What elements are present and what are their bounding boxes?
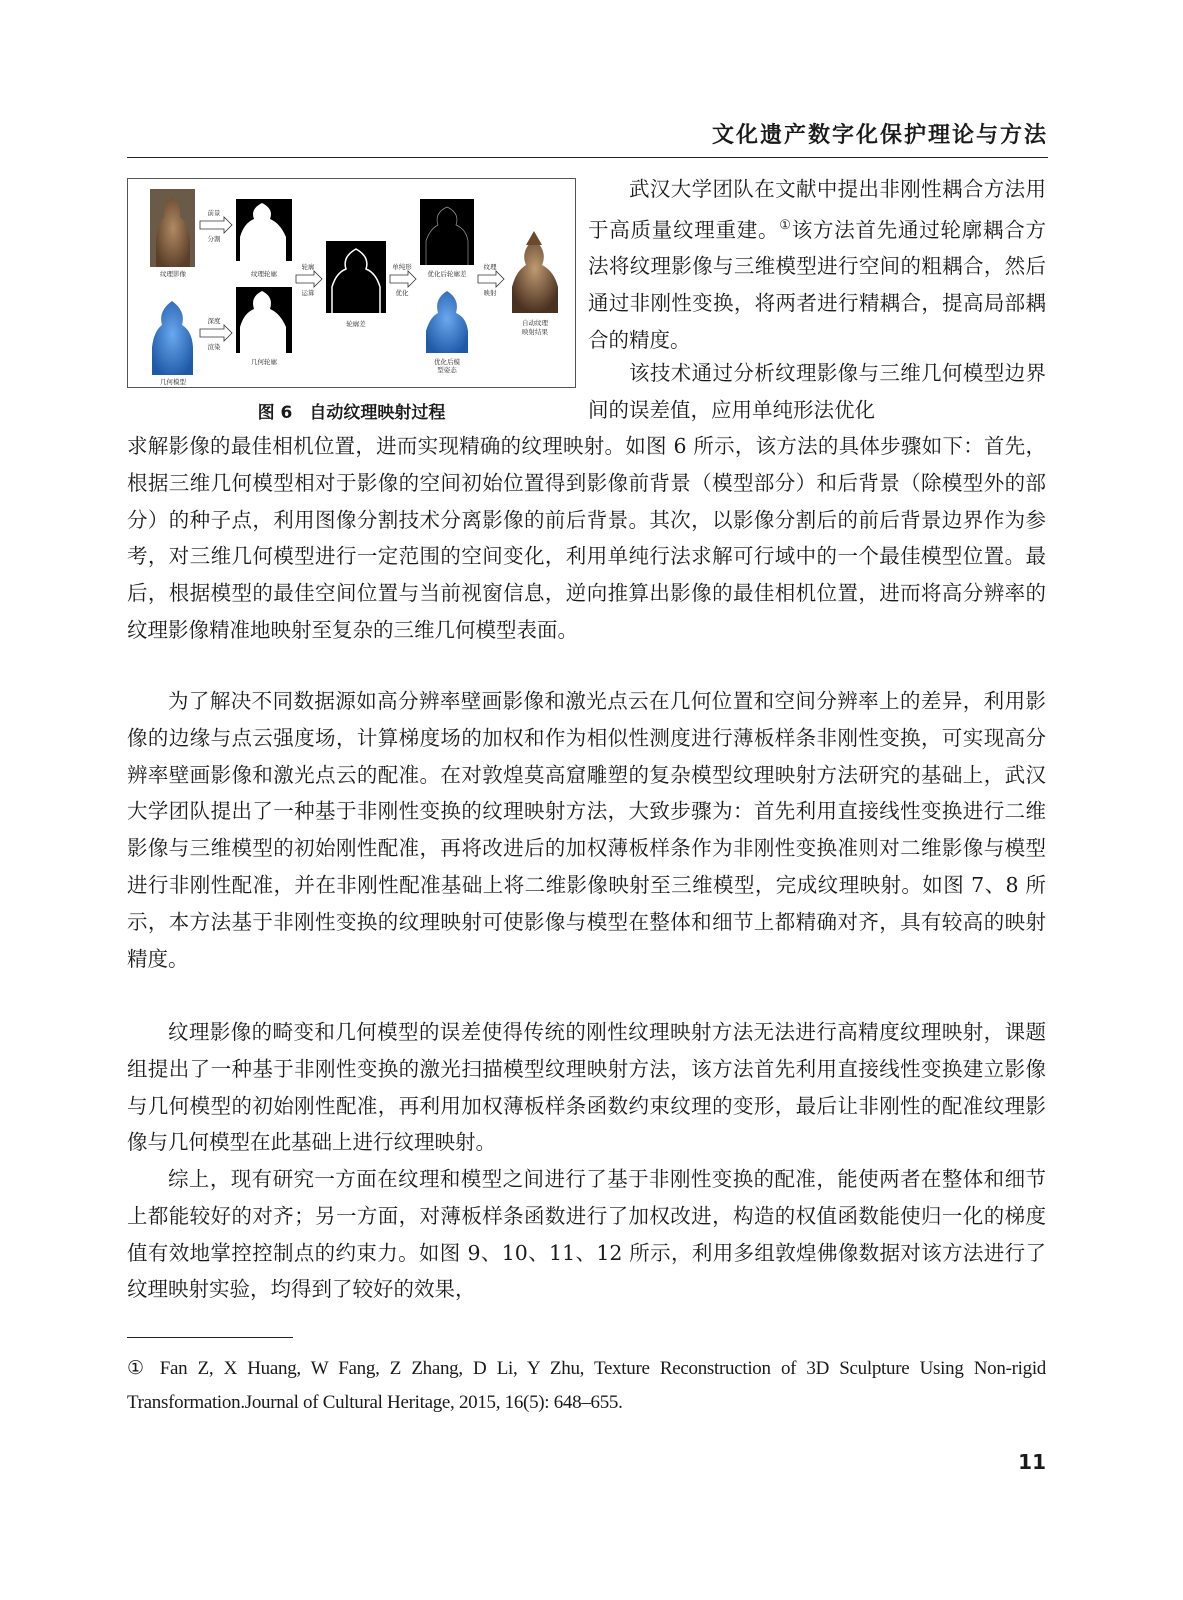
arrow-to-result: [478, 271, 504, 287]
arrow-label-geo-2: 渲染: [207, 343, 221, 351]
arrow-label-texture-1: 前景: [207, 209, 221, 217]
paragraph-1: [588, 171, 1046, 359]
paragraph-2-continued: 求解影像的最佳相机位置，进而实现精确的纹理映射。如图 6 所示，该方法的具体步骤如下：首先，根据三维几何模型相对于影像的空间初始位置得到影像前背景（模型部分）和后背景（除模型外的部分）的种子点，利用图像分割技术分离影像的前后背景。其次，以影像分割后的前后背景边界作为参考，对三维几何模型进行一定范围的空间变化，利用单纯行法求解可行域中的一个最佳模型位置。最后，根据模型的最佳空间位置与当前视窗信息，逆向推算出影像的最佳相机位置，进而将高分辨率的纹理影像精准地映射至复杂的三维几何模型表面。: [127, 434, 1046, 642]
paragraph-1-text: 武汉大学团队在文献中提出非刚性耦合方法用于高质量纹理重建。: [588, 177, 1046, 242]
footnote-rule: [127, 1337, 293, 1338]
footnote-ref[interactable]: ①: [779, 217, 792, 233]
label-texture-image: 纹理影像: [160, 270, 186, 278]
paragraph-5: 综上，现有研究一方面在纹理和模型之间进行了基于非刚性变换的配准，能使两者在整体和细节上都能较好的对齐；另一方面，对薄板样条函数进行了加权改进，构造的权值函数能使归一化的梯度值有效地掌控控制点的约束力。如图 9、10、11、12 所示，利用多组敦煌佛像数据对该方法进行了纹理映射实验，均得到了较好的效果，: [127, 1167, 1046, 1302]
label-contour-diff: 轮廓差: [346, 320, 366, 328]
label-optimized-pose-1: 优化后模: [434, 358, 460, 366]
paragraph-4: 纹理影像的畸变和几何模型的误差使得传统的刚性纹理映射方法无法进行高精度纹理映射，课题组提出了一种基于非刚性变换的激光扫描模型纹理映射方法，该方法首先利用直接线性变换建立影像与几何模型的初始刚性配准，再利用加权薄板样条函数约束纹理的变形，最后让非刚性的配准纹理影像与几何模型在此基础上进行纹理映射。: [127, 1020, 1046, 1155]
geo-model-thumbnail: [150, 297, 195, 375]
arrow-label-diff-2: 运算: [301, 289, 315, 297]
label-result-1: 自动纹理: [522, 319, 548, 327]
arrow-label-opt-2: 优化: [395, 289, 409, 297]
paragraph-1-rest: 该方法首先通过轮廓耦合方法将纹理影像与三维模型进行空间的粗耦合，然后通过非刚性变换，将两者进行精耦合，提高局部耦合的精度。: [588, 217, 1047, 353]
figure-6-diagram: [128, 179, 577, 389]
arrow-to-optimization: [390, 271, 416, 287]
footnote: ① Fan Z, X Huang, W Fang, Z Zhang, D Li, Y Zhu, Texture Reconstruction of 3D Sculpture Using Non-rigid Transformation.Journal of Cultural Heritage, 2015, 16(5): 648–655.: [127, 1358, 1046, 1413]
arrow-label-texture-2: 分割: [207, 235, 221, 243]
label-optimized-pose-2: 型姿态: [437, 366, 457, 374]
label-geo-contour: 几何轮廓: [251, 358, 277, 366]
label-result-2: 映射结果: [522, 328, 548, 336]
texture-image-thumbnail: [150, 189, 195, 267]
label-geo-model: 几何模型: [160, 378, 186, 386]
paragraph-2-start: 该技术通过分析纹理影像与三维几何模型边界间的误差值，应用单纯形法优化: [588, 361, 1046, 422]
optimized-pose-thumbnail: [426, 291, 468, 353]
texture-mapping-result-thumbnail: [512, 231, 558, 313]
contour-diff-thumbnail: [326, 241, 386, 313]
arrow-label-geo-1: 深度: [207, 317, 221, 325]
figure-6: [127, 178, 576, 388]
texture-contour-thumbnail: [236, 199, 292, 261]
optimized-contour-thumbnail: [420, 199, 474, 265]
arrow-to-contour-diff: [296, 271, 322, 287]
page-number: 11: [1018, 1450, 1046, 1474]
arrow-model-to-contour: [200, 325, 232, 341]
arrow-label-map-1: 纹理: [483, 263, 497, 271]
arrow-label-map-2: 映射: [483, 289, 497, 297]
running-header: 文化遗产数字化保护理论与方法: [711, 122, 1048, 148]
label-texture-contour: 纹理轮廓: [251, 270, 277, 278]
arrow-texture-to-contour: [200, 217, 232, 233]
label-optimized-contour: 优化后轮廓差: [427, 270, 467, 278]
figure-caption: 图 6 自动纹理映射过程: [257, 403, 446, 423]
paragraph-3: 为了解决不同数据源如高分辨率壁画影像和激光点云在几何位置和空间分辨率上的差异，利用影像的边缘与点云强度场，计算梯度场的加权和作为相似性测度进行薄板样条非刚性变换，可实现高分辨率壁画影像和激光点云的配准。在对敦煌莫高窟雕塑的复杂模型纹理映射方法研究的基础上，武汉大学团队提出了一种基于非刚性变换的纹理映射方法，大致步骤为：首先利用直接线性变换进行二维影像与三维模型的初始刚性配准，再将改进后的加权薄板样条作为非刚性变换准则对二维影像与模型进行非刚性配准，并在非刚性配准基础上将二维影像映射至三维模型，完成纹理映射。如图 7、8 所示，本方法基于非刚性变换的纹理映射可使影像与模型在整体和细节上都精确对齐，具有较高的映射精度。: [127, 689, 1046, 971]
header-rule: [127, 157, 1048, 158]
arrow-label-opt-1: 单纯形: [392, 263, 412, 271]
geo-contour-thumbnail: [236, 287, 292, 353]
arrow-label-diff-1: 轮廓: [301, 263, 315, 271]
